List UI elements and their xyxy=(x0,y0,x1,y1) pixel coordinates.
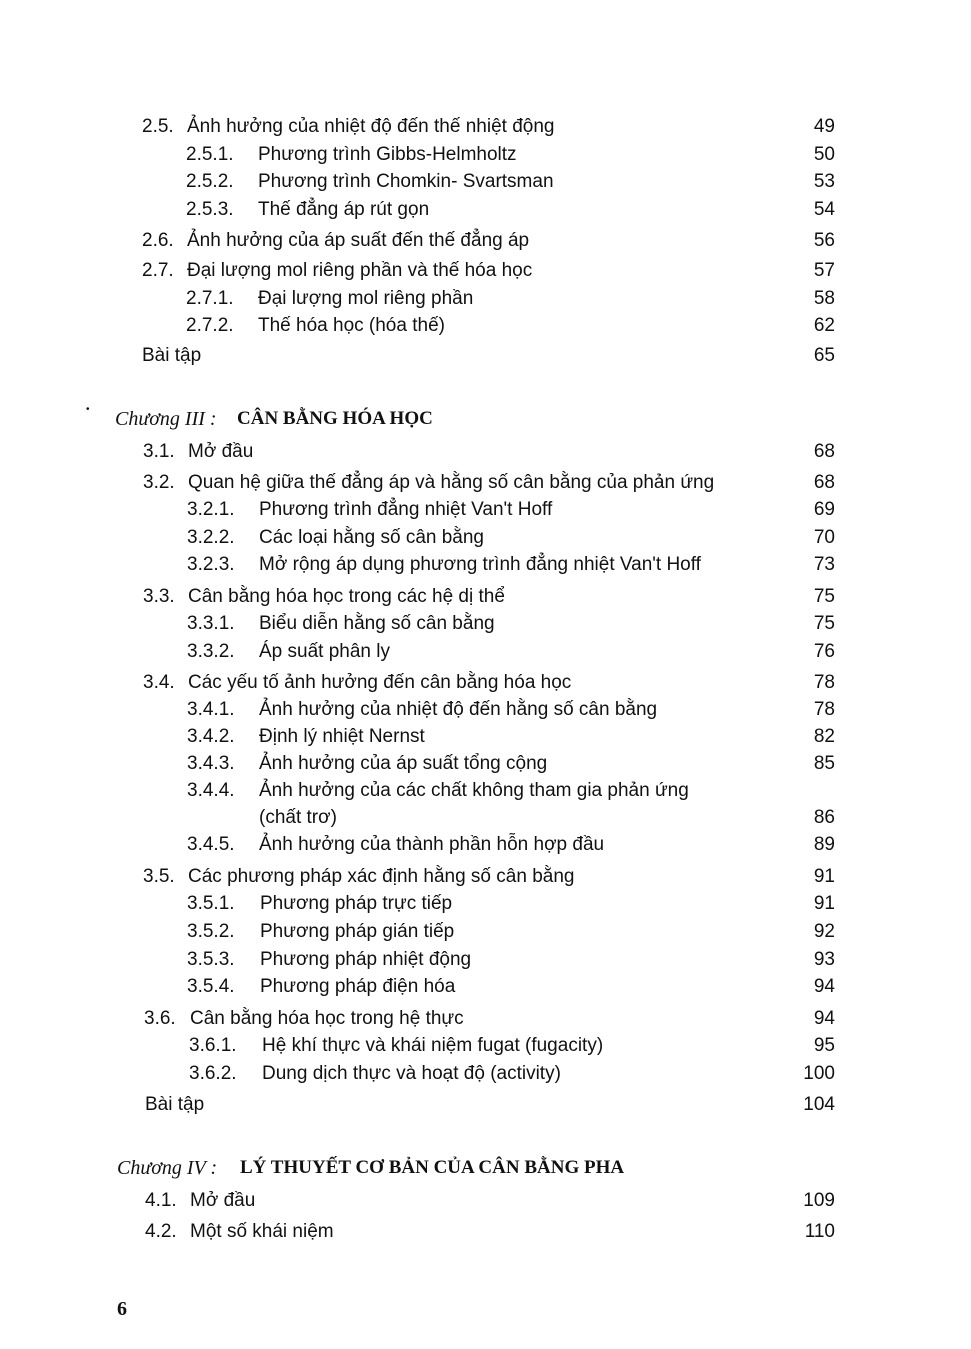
entry-number: 3.5. xyxy=(143,866,175,887)
entry-page: 85 xyxy=(813,753,835,774)
entry-title: Mở rộng áp dụng phương trình đẳng nhiệt Van't Hoff xyxy=(259,554,701,575)
entry-number: 3.5.2. xyxy=(187,921,235,942)
entry-page: 73 xyxy=(813,554,835,575)
entry-number: 4.1. xyxy=(145,1190,177,1211)
entry-page: 95 xyxy=(813,1035,835,1056)
entry-number: 2.5.3. xyxy=(186,199,234,220)
entry-page: 70 xyxy=(813,527,835,548)
entry-title: Phương pháp nhiệt động xyxy=(260,949,472,970)
entry-number: 3.2.3. xyxy=(187,554,235,575)
entry-title: Bài tập xyxy=(142,345,202,366)
entry-page: 62 xyxy=(813,315,835,336)
entry-page: 50 xyxy=(813,144,835,165)
toc-entry xyxy=(0,975,971,1003)
toc-entry xyxy=(0,640,971,668)
entry-page: 86 xyxy=(813,807,835,828)
entry-page: 58 xyxy=(813,288,835,309)
entry-number: 2.5.2. xyxy=(186,171,234,192)
toc-entry xyxy=(0,143,971,171)
entry-page: 91 xyxy=(813,866,835,887)
toc-entry xyxy=(0,314,971,342)
entry-page: 65 xyxy=(813,345,835,366)
entry-title: Quan hệ giữa thế đẳng áp và hằng số cân bằng của phản ứng xyxy=(188,472,715,493)
entry-number: 3.4.3. xyxy=(187,753,235,774)
entry-title: Ảnh hưởng của áp suất tổng cộng xyxy=(259,753,548,774)
entry-page: 53 xyxy=(813,171,835,192)
toc-entry xyxy=(0,287,971,315)
entry-title: Mở đầu xyxy=(190,1190,256,1211)
entry-number: 3.5.4. xyxy=(187,976,235,997)
entry-page: 92 xyxy=(813,921,835,942)
entry-page: 76 xyxy=(813,641,835,662)
entry-title: Cân bằng hóa học trong hệ thực xyxy=(190,1008,464,1029)
toc-entry xyxy=(0,892,971,920)
entry-page: 78 xyxy=(813,672,835,693)
toc-entry xyxy=(0,948,971,976)
entry-page: 82 xyxy=(813,726,835,747)
chapter-heading xyxy=(0,407,971,435)
entry-page: 75 xyxy=(813,586,835,607)
toc-entry xyxy=(0,779,971,807)
toc-entry xyxy=(0,833,971,861)
entry-number: 3.4.4. xyxy=(187,780,235,801)
entry-page: 56 xyxy=(813,230,835,251)
entry-page: 54 xyxy=(813,199,835,220)
toc-entry xyxy=(0,553,971,581)
entry-title: Đại lượng mol riêng phần và thế hóa học xyxy=(187,260,533,281)
entry-page: 91 xyxy=(813,893,835,914)
entry-page: 57 xyxy=(813,260,835,281)
chapter-label: Chương III : xyxy=(115,408,217,430)
entry-title: Một số khái niệm xyxy=(190,1221,334,1242)
toc-entry xyxy=(0,1220,971,1248)
entry-page: 68 xyxy=(813,441,835,462)
page-number: 6 xyxy=(117,1298,127,1320)
toc-entry xyxy=(0,229,971,257)
entry-title: Ảnh hưởng của áp suất đến thế đẳng áp xyxy=(187,230,530,251)
entry-number: 2.6. xyxy=(142,230,174,251)
toc-entry xyxy=(0,865,971,893)
entry-number: 3.2.2. xyxy=(187,527,235,548)
entry-number: 3.5.1. xyxy=(187,893,235,914)
toc-entry xyxy=(0,1093,971,1121)
chapter-heading xyxy=(0,1156,971,1184)
toc-entry xyxy=(0,1034,971,1062)
toc-entry xyxy=(0,671,971,699)
toc-entry xyxy=(0,259,971,287)
entry-title: Ảnh hưởng của các chất không tham gia phản ứng xyxy=(259,780,689,801)
entry-page: 75 xyxy=(813,613,835,634)
toc-entry xyxy=(0,725,971,753)
entry-number: 3.2.1. xyxy=(187,499,235,520)
entry-title: Mở đầu xyxy=(188,441,254,462)
entry-number: 4.2. xyxy=(145,1221,177,1242)
entry-title: Phương trình Gibbs-Helmholtz xyxy=(258,144,517,165)
toc-entry xyxy=(0,498,971,526)
toc-entry xyxy=(0,115,971,143)
entry-number: 2.5. xyxy=(142,116,174,137)
entry-page: 100 xyxy=(803,1063,835,1084)
entry-title: Thế đẳng áp rút gọn xyxy=(258,199,430,220)
entry-title: Ảnh hưởng của nhiệt độ đến hằng số cân bằng xyxy=(259,699,658,720)
entry-title: Dung dịch thực và hoạt độ (activity) xyxy=(262,1063,561,1084)
entry-page: 68 xyxy=(813,472,835,493)
entry-title: Thế hóa học (hóa thế) xyxy=(258,315,445,336)
entry-page: 78 xyxy=(813,699,835,720)
entry-number: 2.7.1. xyxy=(186,288,234,309)
toc-entry xyxy=(0,440,971,468)
entry-number: 3.3.1. xyxy=(187,613,235,634)
entry-number: 3.4.2. xyxy=(187,726,235,747)
entry-number: 3.6.1. xyxy=(189,1035,237,1056)
entry-number: 3.3. xyxy=(143,586,175,607)
entry-number: 2.7. xyxy=(142,260,174,281)
toc-entry xyxy=(0,1189,971,1217)
entry-number: 3.4.1. xyxy=(187,699,235,720)
entry-number: 3.5.3. xyxy=(187,949,235,970)
entry-title: Phương pháp gián tiếp xyxy=(260,921,455,942)
entry-number: 3.4.5. xyxy=(187,834,235,855)
entry-title: Ảnh hưởng của thành phần hỗn hợp đầu xyxy=(259,834,605,855)
toc-entry xyxy=(0,170,971,198)
toc-entry xyxy=(0,806,971,834)
entry-number: 3.6. xyxy=(144,1008,176,1029)
entry-number: 2.5.1. xyxy=(186,144,234,165)
entry-title: Hệ khí thực và khái niệm fugat (fugacity) xyxy=(262,1035,604,1056)
entry-title: Cân bằng hóa học trong các hệ dị thể xyxy=(188,586,505,607)
entry-title: Bài tập xyxy=(145,1094,205,1115)
entry-page: 69 xyxy=(813,499,835,520)
chapter-title: CÂN BẰNG HÓA HỌC xyxy=(237,408,433,429)
entry-page: 49 xyxy=(813,116,835,137)
entry-title: Phương trình Chomkin- Svartsman xyxy=(258,171,554,192)
entry-title: Phương trình đẳng nhiệt Van't Hoff xyxy=(259,499,553,520)
toc-entry xyxy=(0,920,971,948)
entry-title: (chất trơ) xyxy=(259,807,337,828)
toc-entry xyxy=(0,1007,971,1035)
entry-page: 104 xyxy=(803,1094,835,1115)
toc-entry xyxy=(0,526,971,554)
entry-page: 109 xyxy=(803,1190,835,1211)
entry-title: Định lý nhiệt Nernst xyxy=(259,726,425,747)
entry-title: Biểu diễn hằng số cân bằng xyxy=(259,613,495,634)
toc-entry xyxy=(0,344,971,372)
toc-entry xyxy=(0,612,971,640)
entry-title: Các loại hằng số cân bằng xyxy=(259,527,484,548)
bullet-mark: • xyxy=(86,404,90,415)
entry-number: 3.3.2. xyxy=(187,641,235,662)
toc-entry xyxy=(0,471,971,499)
entry-page: 89 xyxy=(813,834,835,855)
toc-entry xyxy=(0,198,971,226)
toc-entry xyxy=(0,1062,971,1090)
entry-title: Đại lượng mol riêng phần xyxy=(258,288,474,309)
entry-title: Ảnh hưởng của nhiệt độ đến thế nhiệt động xyxy=(187,116,555,137)
chapter-label: Chương IV : xyxy=(117,1157,218,1179)
entry-title: Áp suất phân ly xyxy=(259,641,390,662)
chapter-title: LÝ THUYẾT CƠ BẢN CỦA CÂN BẰNG PHA xyxy=(240,1157,625,1178)
entry-number: 3.4. xyxy=(143,672,175,693)
entry-title: Phương pháp điện hóa xyxy=(260,976,456,997)
entry-number: 3.6.2. xyxy=(189,1063,237,1084)
entry-title: Các yếu tố ảnh hưởng đến cân bằng hóa học xyxy=(188,672,572,693)
entry-title: Phương pháp trực tiếp xyxy=(260,893,453,914)
entry-page: 110 xyxy=(804,1221,835,1242)
entry-page: 93 xyxy=(813,949,835,970)
entry-page: 94 xyxy=(813,1008,835,1029)
entry-number: 3.2. xyxy=(143,472,175,493)
toc-entry xyxy=(0,698,971,726)
entry-number: 2.7.2. xyxy=(186,315,234,336)
toc-entry xyxy=(0,585,971,613)
entry-number: 3.1. xyxy=(143,441,175,462)
entry-title: Các phương pháp xác định hằng số cân bằng xyxy=(188,866,575,887)
entry-page: 94 xyxy=(813,976,835,997)
toc-entry xyxy=(0,752,971,780)
